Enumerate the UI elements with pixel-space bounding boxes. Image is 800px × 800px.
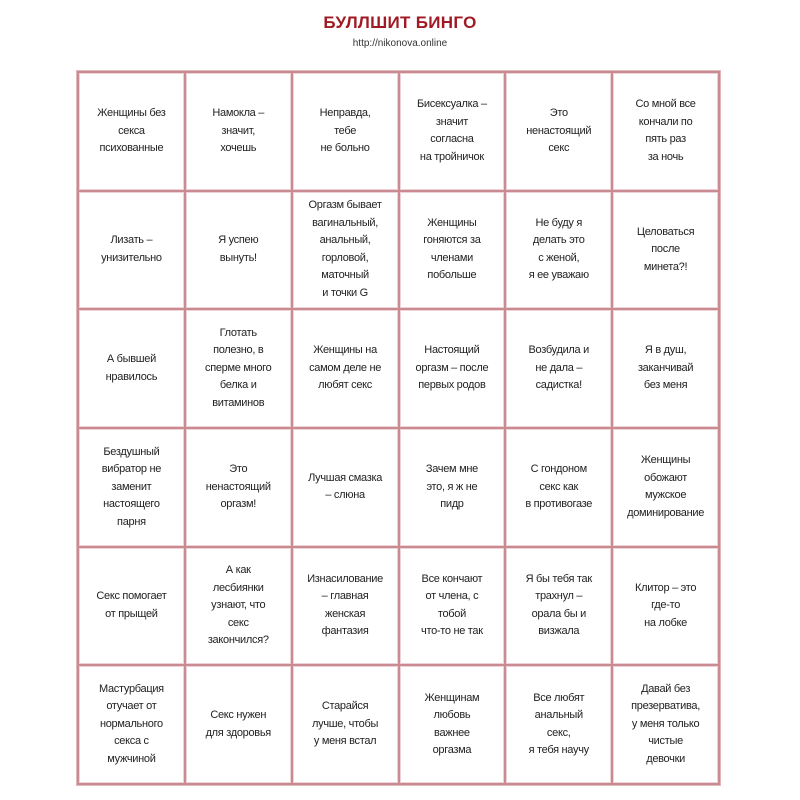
bingo-cell: Женщины на самом деле не любят секс <box>292 309 399 428</box>
bingo-cell: С гондоном секс как в противогазе <box>505 428 612 547</box>
bingo-cell: Неправда, тебе не больно <box>292 72 399 191</box>
bingo-cell: Возбудила и не дала – садистка! <box>505 309 612 428</box>
bingo-cell: Лучшая смазка – слюна <box>292 428 399 547</box>
bingo-cell: Я бы тебя так трахнул – орала бы и визжала <box>505 547 612 666</box>
bingo-cell: Клитор – это где-то на лобке <box>612 547 719 666</box>
bingo-cell: Секс помогает от прыщей <box>78 547 185 666</box>
bingo-cell: Настоящий оргазм – после первых родов <box>399 309 506 428</box>
bingo-cell: Это ненастоящий секс <box>505 72 612 191</box>
page-title: БУЛЛШИТ БИНГО <box>323 13 477 32</box>
bingo-cell: Секс нужен для здоровья <box>185 665 292 784</box>
bingo-cell: Бисексуалка – значит согласна на тройничок <box>399 72 506 191</box>
bingo-cell: Оргазм бывает вагинальный, анальный, горловой, маточный и точки G <box>292 191 399 310</box>
bingo-cell: Я успею вынуть! <box>185 191 292 310</box>
bingo-cell: А бывшей нравилось <box>78 309 185 428</box>
bingo-cell: Со мной все кончали по пять раз за ночь <box>612 72 719 191</box>
bingo-cell: Глотать полезно, в сперме много белка и витаминов <box>185 309 292 428</box>
bingo-cell: Не буду я делать это с женой, я ее уважаю <box>505 191 612 310</box>
bingo-grid <box>77 71 720 785</box>
bingo-cell: Женщины обожают мужское доминирование <box>612 428 719 547</box>
bingo-cell: Это ненастоящий оргазм! <box>185 428 292 547</box>
bingo-cell: Все кончают от члена, с тобой что-то не так <box>399 547 506 666</box>
bingo-cell: Целоваться после минета?! <box>612 191 719 310</box>
bingo-cell: Изнасилование – главная женская фантазия <box>292 547 399 666</box>
source-url: http://nikonova.online <box>352 38 448 49</box>
bingo-cell: Женщины без секса психованные <box>78 72 185 191</box>
bingo-cell: Лизать – унизительно <box>78 191 185 310</box>
bingo-cell: Намокла – значит, хочешь <box>185 72 292 191</box>
bingo-cell: Женщины гоняются за членами побольше <box>399 191 506 310</box>
bingo-cell: Мастурбация отучает от нормального секса с мужчиной <box>78 665 185 784</box>
bingo-cell: Зачем мне это, я ж не пидр <box>399 428 506 547</box>
bingo-cell: А как лесбиянки узнают, что секс закончился? <box>185 547 292 666</box>
bingo-cell: Бездушный вибратор не заменит настоящего парня <box>78 428 185 547</box>
bingo-cell: Я в душ, заканчивай без меня <box>612 309 719 428</box>
bingo-cell: Давай без презерватива, у меня только чистые девочки <box>612 665 719 784</box>
bingo-cell: Все любят анальный секс, я тебя научу <box>505 665 612 784</box>
bingo-cell: Старайся лучше, чтобы у меня встал <box>292 665 399 784</box>
bingo-cell: Женщинам любовь важнее оргазма <box>399 665 506 784</box>
